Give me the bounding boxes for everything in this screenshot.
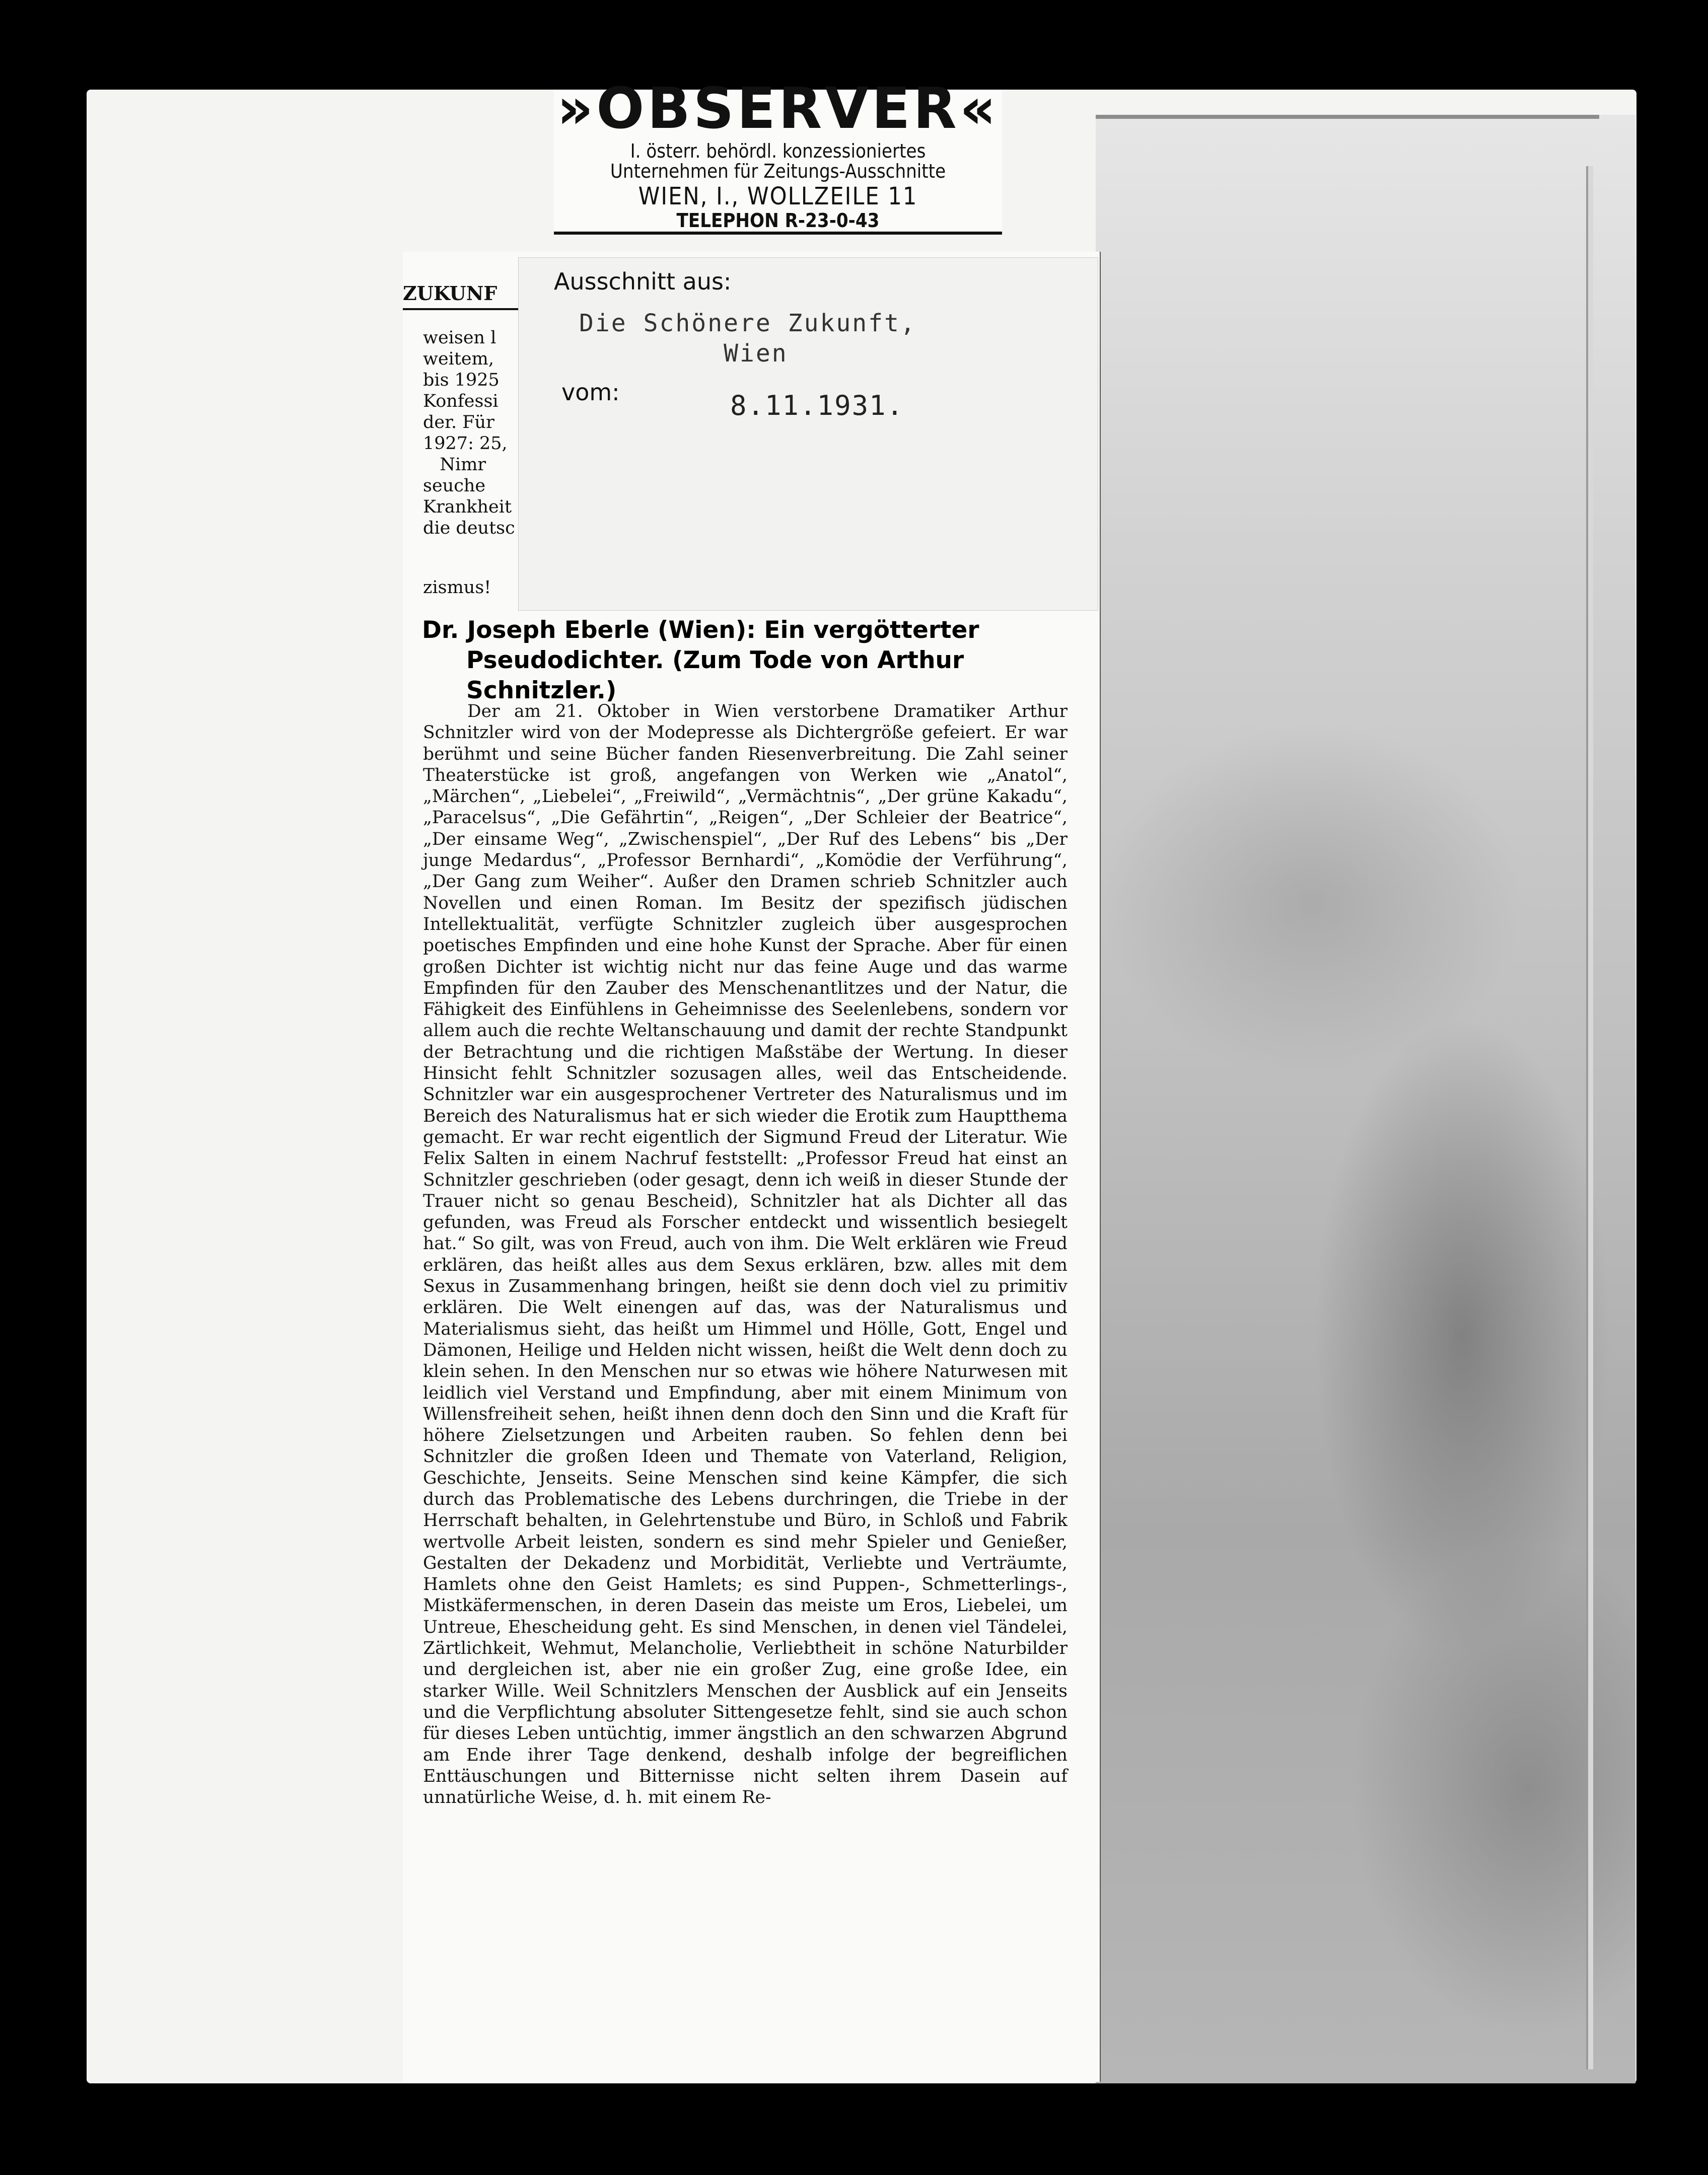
stamp-telephone: TELEPHON R-23-0-43 xyxy=(676,209,880,232)
headline-line-3: Schnitzler.) xyxy=(466,677,617,704)
headline-line-2: Pseudodichter. (Zum Tode von Arthur xyxy=(466,646,964,674)
source-value: Die Schönere Zukunft, Wien xyxy=(579,309,916,368)
article-headline xyxy=(422,615,1077,706)
observer-stamp xyxy=(554,76,1002,232)
stamp-line-1: I. österr. behördl. konzessioniertes xyxy=(630,140,926,162)
clipping-slip xyxy=(519,258,1098,610)
previous-article-fragment-end: zismus! xyxy=(423,577,491,598)
article-body xyxy=(423,701,1068,1808)
newspaper-header-left: ZUKUNF xyxy=(403,282,497,305)
grey-backing-sheet xyxy=(1096,115,1635,2083)
backing-right-edge xyxy=(1586,166,1593,2069)
backing-top-edge xyxy=(1096,115,1599,119)
date-label: vom: xyxy=(561,379,620,406)
article-paragraph: Der am 21. Oktober in Wien verstorbene Dramatiker Arthur Schnitzler wird von der Modepresse als Dichtergröße gefeiert. Er war berühmt und seine Bücher fanden Riesenverbreitung. Die Zahl seiner Theaterstücke ist groß, angefangen von Werken wie „Anatol“, „Märchen“, „Liebelei“, „Freiwild“, „Vermächtnis“, „Der grüne Kakadu“, „Paracelsus“, „Die Gefährtin“, „Reigen“, „Der Schleier der Beatrice“, „Der einsame Weg“, „Zwischenspiel“, „Der Ruf des Lebens“ bis „Der junge Medardus“, „Professor Bernhardi“, „Komödie der Verführung“, „Der Gang zum Weiher“. Außer den Dramen schrieb Schnitzler auch Novellen und einen Roman. Im Besitz der spezifisch jüdischen Intellektualität, verfügte Schnitzler zugleich über ausgesprochen poetisches Empfinden und eine hohe Kunst der Sprache. Aber für einen großen Dichter ist wichtig nicht nur das feine Auge und das warme Empfinden für den Zauber des Menschenantlitzes und der Natur, die Fähigkeit des Einfühlens in Geheimnisse des Seelenlebens, sondern vor allem auch die rechte Weltanschauung und damit der rechte Standpunkt der Betrachtung und die richtigen Maßstäbe der Wertung. In dieser Hinsicht fehlt Schnitzler sozusagen alles, weil das Entscheidende. Schnitzler war ein ausgesprochener Vertreter des Naturalismus und im Bereich des Naturalismus hat er sich wieder die Erotik zum Hauptthema gemacht. Er war recht eigentlich der Sigmund Freud der Literatur. Wie Felix Salten in einem Nachruf feststellt: „Professor Freud hat einst an Schnitzler geschrieben (oder gesagt, denn ich weiß in dieser Stunde der Trauer nicht so genau Bescheid), Schnitzler hat als Dichter all das gefunden, was Freud als Forscher entdeckt und wissentlich besiegelt hat.“ So gilt, was von Freud, auch von ihm. Die Welt erklären wie Freud erklären, das heißt alles aus dem Sexus erklären, bzw. alles mit dem Sexus in Zusammenhang bringen, heißt sie denn doch viel zu primitiv erklären. Die Welt einengen auf das, was der Naturalismus und Materialismus sieht, das heißt um Himmel und Hölle, Gott, Engel und Dämonen, Heilige und Helden nicht wissen, heißt die Welt denn doch zu klein sehen. In den Menschen nur so etwas wie höhere Naturwesen mit leidlich viel Verstand und Empfindung, aber mit einem Minimum von Willensfreiheit sehen, heißt ihnen denn doch den Sinn und die Kraft für höhere Zielsetzungen und Arbeiten rauben. So fehlen denn bei Schnitzler die großen Ideen und Themate von Vaterland, Religion, Geschichte, Jenseits. Seine Menschen sind keine Kämpfer, die sich durch das Problematische des Lebens durchringen, die Triebe in der Herrschaft behalten, in Gelehrtenstube und Büro, in Schloß und Fabrik wertvolle Arbeit leisten, sondern es sind mehr Spieler und Genießer, Gestalten der Dekadenz und Morbidität, Verliebte und Verträumte, Hamlets ohne den Geist Hamlets; es sind Puppen-, Schmetterlings-, Mistkäfermenschen, in deren Dasein das meiste um Eros, Liebelei, um Untreue, Ehescheidung geht. Es sind Menschen, in denen viel Tändelei, Zärtlichkeit, Wehmut, Melancholie, Verliebtheit in schöne Naturbilder und dergleichen ist, aber nie ein großer Zug, eine große Idee, ein starker Wille. Weil Schnitzlers Menschen der Ausblick auf ein Jenseits und die Verpflichtung absoluter Sittengesetze fehlt, sind sie auch schon für dieses Leben untüchtig, immer ängstlich an den schwarzen Abgrund am Ende ihrer Tage denkend, deshalb infolge der begreiflichen Enttäuschungen und Bitternisse nicht selten ihrem Dasein auf unnatürliche Weise, d. h. mit einem Re- xyxy=(423,701,1068,1808)
headline-line-1: Dr. Joseph Eberle (Wien): Ein vergötterter xyxy=(422,616,979,644)
stamp-rule xyxy=(554,232,1002,235)
stamp-address: WIEN, I., WOLLZEILE 11 xyxy=(638,182,918,210)
source-label: Ausschnitt aus: xyxy=(554,268,732,295)
date-value: 8.11.1931. xyxy=(730,390,904,421)
previous-article-fragment-left: weisen l weitem, bis 1925 Konfessi der. Für 1927: 25, Nimr seuche Krankheit die deutsc xyxy=(423,328,515,538)
stamp-line-2: Unternehmen für Zeitungs-Ausschnitte xyxy=(610,160,946,182)
observer-logo: »OBSERVER« xyxy=(556,76,1000,141)
